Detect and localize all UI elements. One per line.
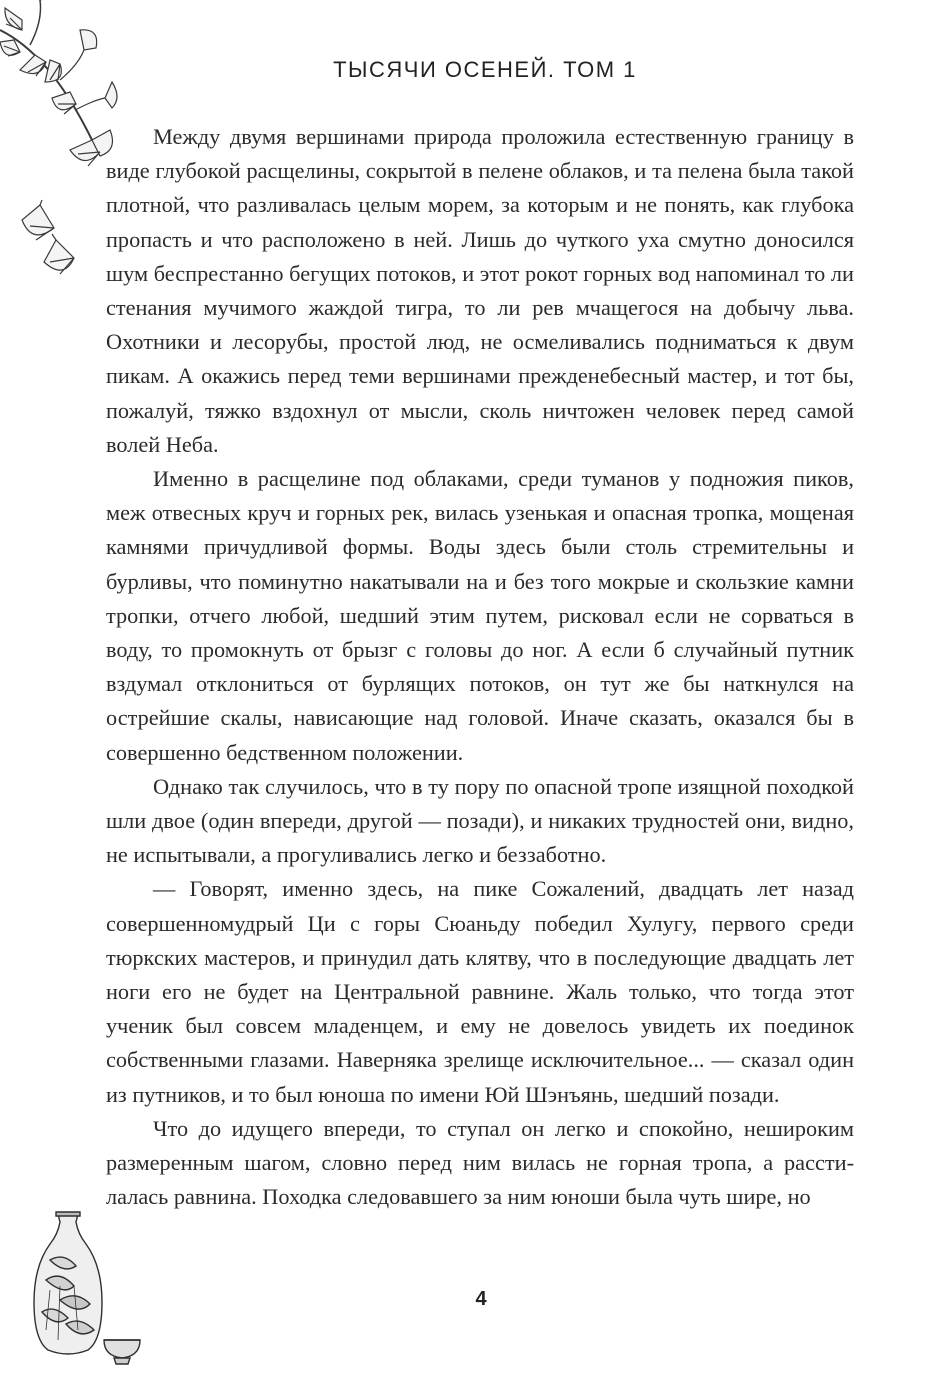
paragraph: — Говорят, именно здесь, на пике Сожалений, двадцать лет назад совершенномудрый Ци с горы Сюаньду победил Хулугу, первого среди тюркских мастеров, и принудил дать клятву, что в последующие двадцать лет ноги его не будет на Центральной равнине. Жаль только, что тогда этот ученик был совсем младенцем, и ему не довелось увидеть их поединок собственными глазами. Наверняка зрелище исключительное... — сказал один из путников, и то был юноша по имени Юй Шэнъянь, шедший позади. xyxy=(106,876,854,1107)
body-text xyxy=(106,120,854,1215)
paragraph: Однако так случилось, что в ту пору по опасной тропе изящной походкой шли двое (один впереди, другой — позади), и никаких трудностей они, видно, не испытывали, а прогуливались легко и беззаботно. xyxy=(106,773,854,868)
running-title: ТЫСЯЧИ ОСЕНЕЙ. ТОМ 1 xyxy=(333,57,637,82)
page-number: 4 xyxy=(475,1288,487,1310)
paragraph: Что до идущего впереди, то ступал он легко и спокойно, нешироким размеренным шагом, словно перед ним вилась не горная тропа, а расстилалась равнина. Походка следовавшего за ним юноши была чуть шире, но xyxy=(106,1115,854,1210)
paragraph: Между двумя вершинами природа проложила естественную границу в виде глубокой расщелины, сокрытой в пелене облаков, и та пелена была такой плотной, что разливалась целым морем, за которым и не понять, как глубока пропасть и что расположено в ней. Лишь до чуткого уха смутно доносился шум беспрестанно бегущих потоков, и этот рокот горных вод напоминал то ли стенания мучимого жаждой тигра, то ли рев мчащегося на добычу льва. Охотники и лесорубы, простой люд, не осмеливались подниматься к двум пикам. А окажись перед теми вершинами прежденебесный мастер, и тот бы, пожалуй, тяжко вздохнул от мысли, сколь ничтожен человек перед самой волей Неба. xyxy=(106,124,854,457)
sake-bottle-and-cup-illustration xyxy=(20,1200,150,1370)
ginkgo-branch-illustration xyxy=(0,0,120,290)
paragraph: Именно в расщелине под облаками, среди туманов у подножия пиков, меж отвесных круч и горных рек, вилась узенькая и опасная тропка, мощеная камнями причудливой формы. Воды здесь были столь стремительны и бурливы, что поминутно накатывали на и без того мокрые и скользкие камни тропки, отчего любой, шедший этим путем, рисковал если не сорваться в воду, то промокнуть от брызг с головы до ног. А если б случайный путник вздумал отклониться от бурлящих потоков, он тут же бы наткнулся на острейшие скалы, нависающие над головой. Иначе сказать, оказался бы в совершенно бедственном положении. xyxy=(106,466,854,765)
